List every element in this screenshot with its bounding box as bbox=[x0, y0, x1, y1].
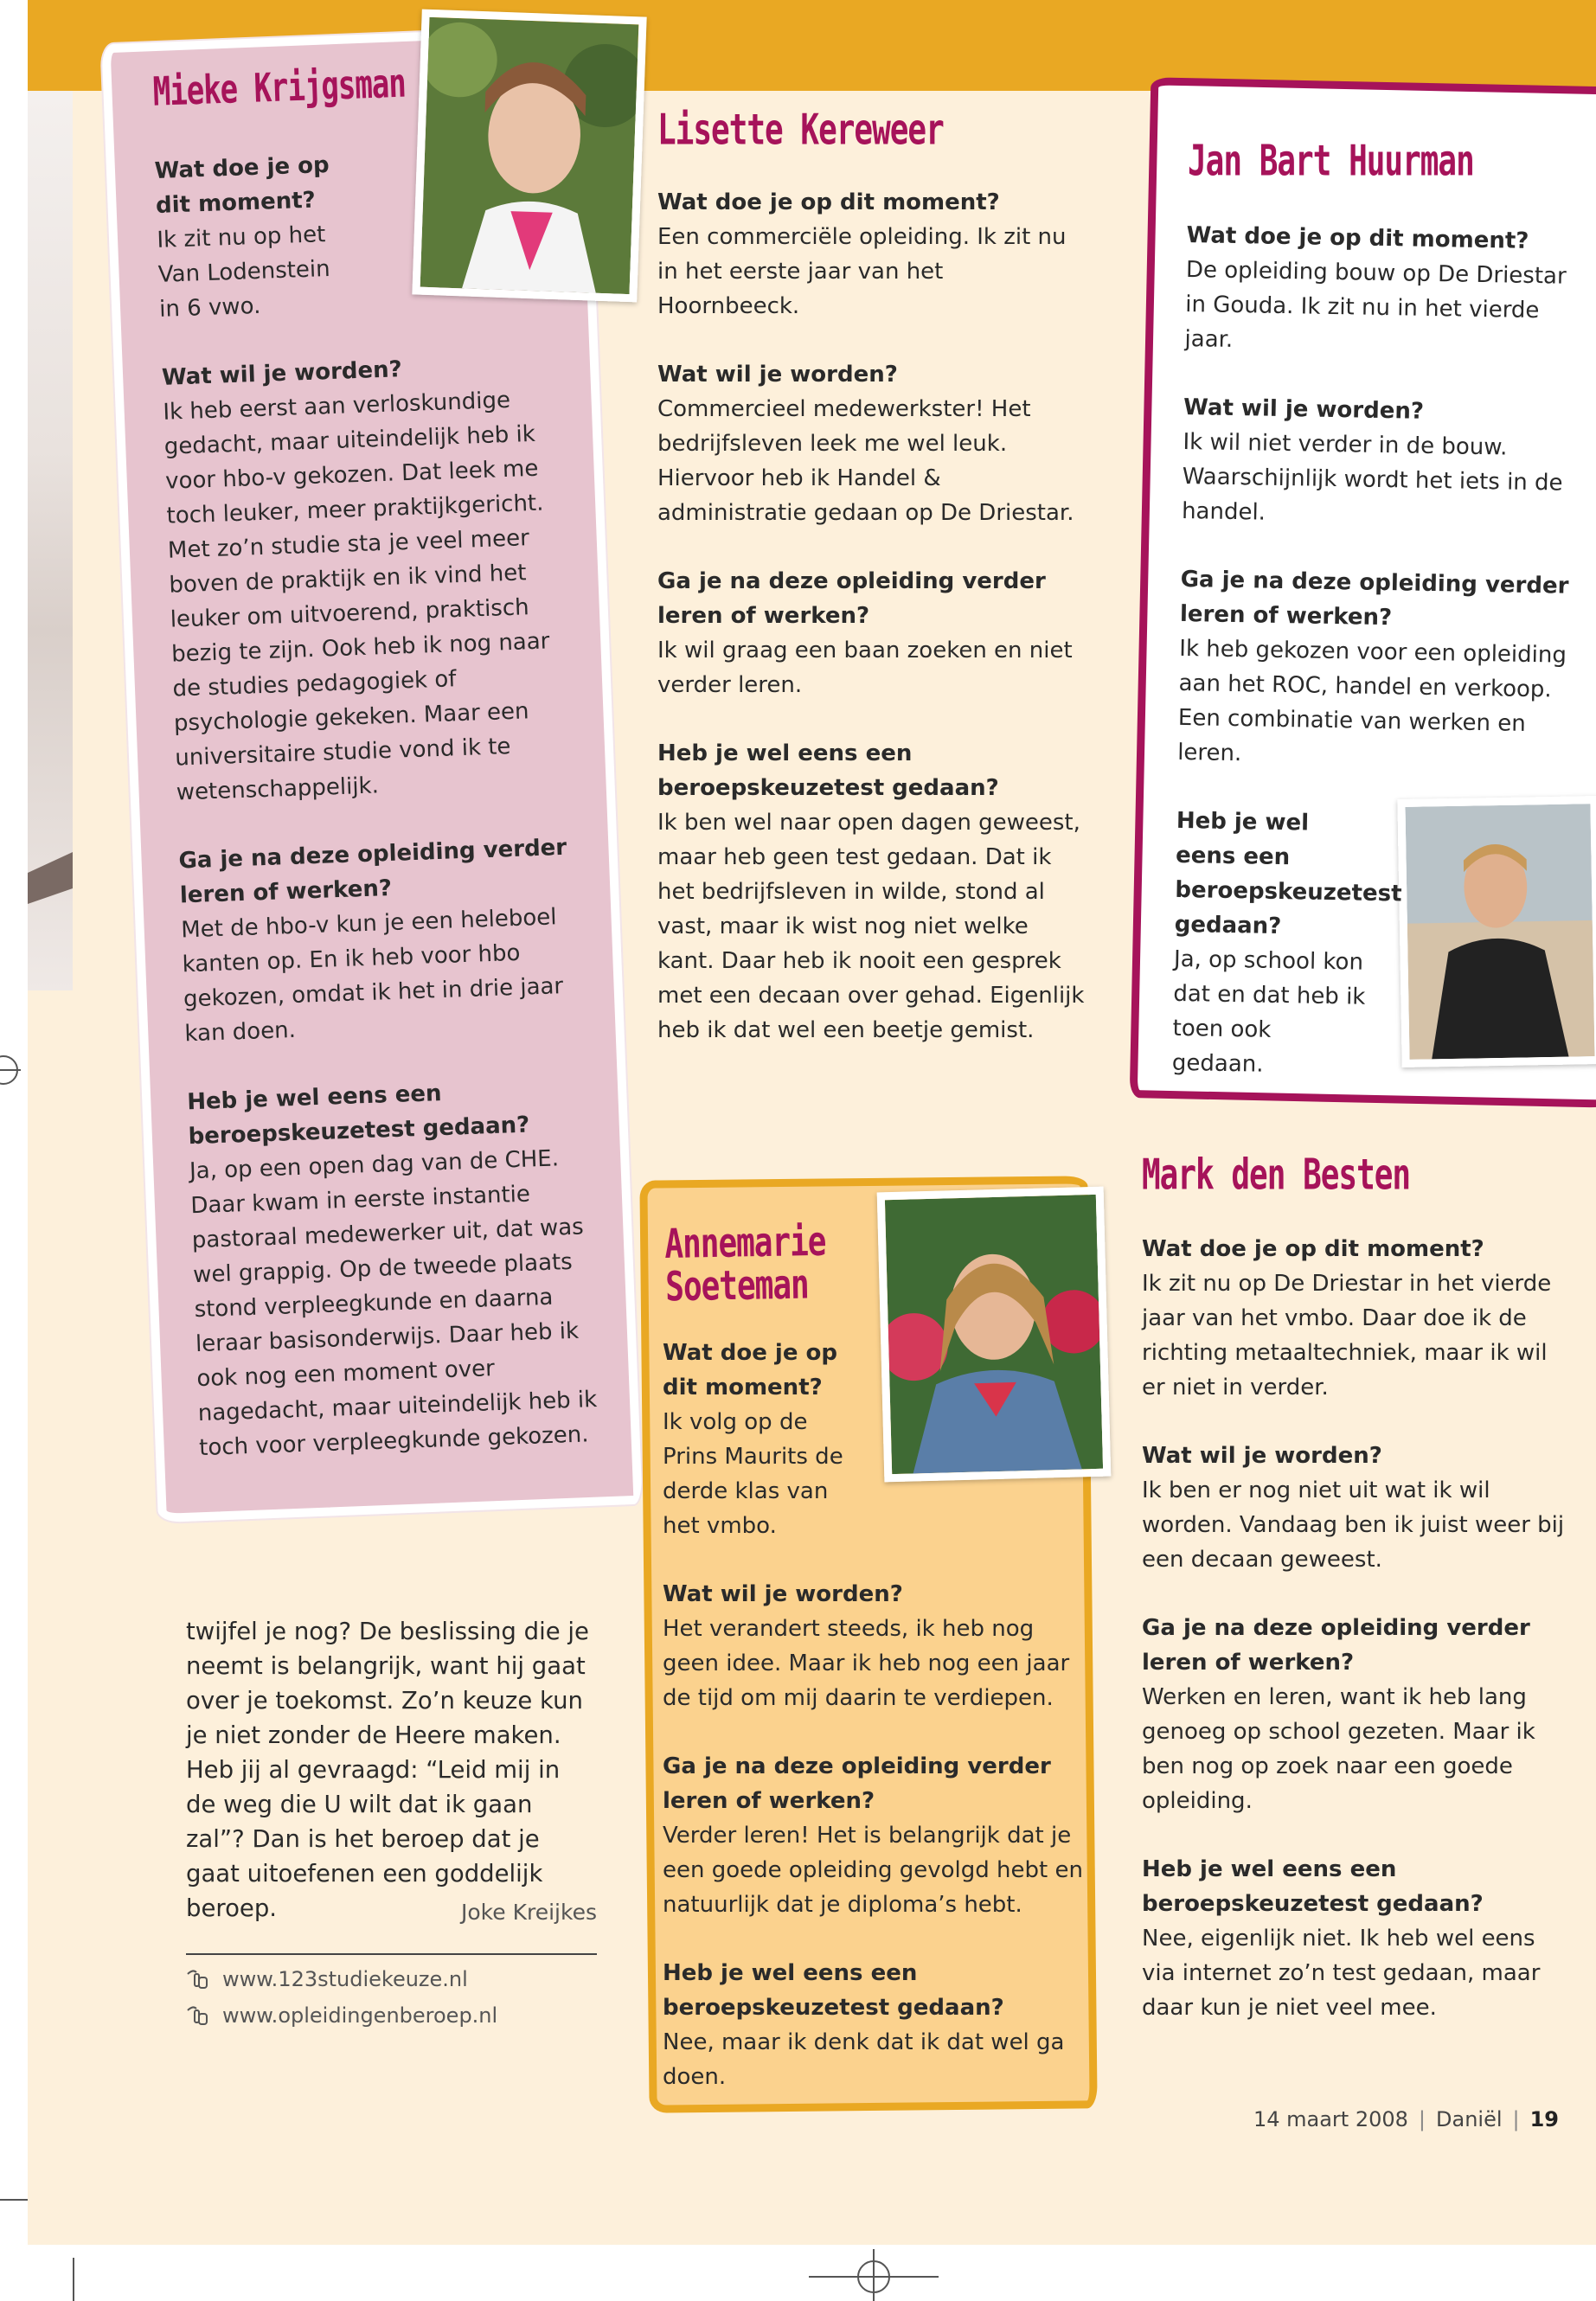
profile-text-lisette bbox=[657, 185, 1090, 1081]
pointing-hand-icon bbox=[186, 1967, 210, 1991]
answer: Ik wil graag een baan zoeken en niet verder leren. bbox=[657, 638, 1073, 698]
question: Heb je wel eens een beroepskeuzetest gedaan? bbox=[663, 1960, 1004, 2021]
name-lisette: Lisette Kereweer bbox=[657, 106, 944, 155]
name-mark: Mark den Besten bbox=[1142, 1151, 1411, 1200]
answer: Met de hbo-v kun je een heleboel kanten op. En ik heb voor hbo gekozen, omdat ik het in drie jaar kan doen. bbox=[180, 904, 564, 1048]
answer: Ik wil niet verder in de bouw. Waarschijnlijk wordt het iets in de handel. bbox=[1181, 428, 1563, 526]
qa-block bbox=[663, 1336, 862, 1543]
qa-block bbox=[657, 185, 1090, 324]
qa-block bbox=[1177, 562, 1579, 777]
answer: Werken en leren, want ik heb lang genoeg op school gezeten. Maar ik ben nog op zoek naar een goede opleiding. bbox=[1142, 1684, 1535, 1814]
question: Wat doe je op dit moment? bbox=[154, 151, 330, 219]
answer: De opleiding bouw op De Driestar in Gouda. Ik zit nu in het vierde jaar. bbox=[1184, 256, 1567, 353]
question: Wat doe je op dit moment? bbox=[1186, 221, 1529, 254]
question: Wat wil je worden? bbox=[161, 356, 403, 391]
name-janbart: Jan Bart Huurman bbox=[1188, 138, 1474, 186]
answer: Ja, op school kon dat en dat heb ik toen ook gedaan. bbox=[1171, 945, 1366, 1078]
link-item[interactable] bbox=[186, 2003, 497, 2028]
qa-block bbox=[1142, 1852, 1574, 2025]
qa-block bbox=[663, 1749, 1086, 1922]
answer: Ja, op een open dag van de CHE. Daar kwam in eerste instantie pastoraal medewerker uit, dat was wel grappig. Op de tweede plaats stond verpleegkunde en daarna leraar basisonderwijs. Daar heb ik ook nog een moment over nagedacht, maar uiteindelijk heb ik toch voor verpleegkunde gekozen. bbox=[189, 1145, 598, 1462]
question: Ga je na deze opleiding verder leren of werken? bbox=[663, 1753, 1051, 1814]
page-footer bbox=[1253, 2107, 1559, 2131]
crop-mark bbox=[73, 2258, 74, 2301]
answer: Ik zit nu op De Driestar in het vierde jaar van het vmbo. Daar doe ik de richting metaaltechniek, maar ik wil er niet in verder. bbox=[1142, 1271, 1552, 1400]
footer-separator: | bbox=[1512, 2107, 1520, 2131]
question: Ga je na deze opleiding verder leren of werken? bbox=[1142, 1615, 1530, 1676]
answer: Nee, eigenlijk niet. Ik heb wel eens via internet zo’n test gedaan, maar daar kun je niet veel mee. bbox=[1142, 1926, 1541, 2021]
qa-block bbox=[1142, 1232, 1574, 1405]
qa-block bbox=[657, 564, 1090, 702]
registration-mark-icon bbox=[0, 1051, 35, 1089]
qa-block bbox=[1171, 804, 1402, 1084]
name-annemarie: Annemarie Soeteman bbox=[663, 1219, 826, 1311]
answer: Ik heb eerst aan verloskundige gedacht, maar uiteindelijk heb ik voor hbo-v gekozen. Dat leek me toch leuker, meer praktijkgericht. Met zo’n studie sta je veel meer boven de praktijk en ik vind het leuker om uitvoerend, praktisch bezig te zijn. Ook heb ik nog naar de studies pedagogiek of psychologie gekeken. Maar een universitaire studie vond ik te wetenschappelijk. bbox=[162, 387, 550, 806]
registration-mark-icon bbox=[809, 2249, 939, 2301]
link-text[interactable]: www.123studiekeuze.nl bbox=[222, 1967, 468, 1991]
answer: Verder leren! Het is belangrijk dat je een goede opleiding gevolgd hebt en natuurlijk dat je diploma’s hebt. bbox=[663, 1823, 1083, 1918]
qa-block bbox=[178, 830, 592, 1051]
qa-block bbox=[663, 1956, 1086, 2094]
name-mieke: Mieke Krijgsman bbox=[151, 60, 407, 116]
profile-text-mark bbox=[1142, 1232, 1574, 2059]
qa-block bbox=[161, 346, 583, 810]
question: Wat wil je worden? bbox=[657, 362, 898, 388]
answer: Ik zit nu op het Van Lodenstein in 6 vwo. bbox=[156, 221, 331, 323]
link-item[interactable] bbox=[186, 1967, 468, 1991]
page-number: 19 bbox=[1529, 2107, 1559, 2131]
answer: Het verandert steeds, ik heb nog geen idee. Maar ik heb nog een jaar de tijd om mij daarin te verdiepen. bbox=[663, 1616, 1070, 1711]
qa-block bbox=[154, 147, 359, 327]
question: Wat wil je worden? bbox=[1183, 394, 1425, 425]
crop-mark bbox=[0, 2199, 28, 2201]
question: Ga je na deze opleiding verder leren of werken? bbox=[657, 568, 1046, 629]
question: Ga je na deze opleiding verder leren of werken? bbox=[1179, 566, 1569, 631]
question: Wat doe je op dit moment? bbox=[663, 1340, 838, 1400]
qa-block bbox=[657, 736, 1090, 1048]
footer-date: 14 maart 2008 bbox=[1253, 2107, 1408, 2131]
qa-block bbox=[1182, 390, 1582, 535]
profile-text-mieke bbox=[154, 140, 607, 1499]
question: Wat wil je worden? bbox=[1142, 1443, 1382, 1469]
closing-paragraph: twijfel je nog? De beslissing die je neemt is belangrijk, want hij gaat over je toekomst. Zo’n keuze kun je niet zonder de Heere maken. Heb jij al gevraagd: “Leid mij in de weg die U wilt dat ik gaan zal”? Dan is het beroep dat je gaat uitoefenen een goddelijk beroep. bbox=[186, 1618, 589, 1922]
answer: Ik volg op de Prins Maurits de derde klas van het vmbo. bbox=[663, 1409, 843, 1539]
author-signature: Joke Kreijkes bbox=[461, 1900, 597, 1925]
question: Wat wil je worden? bbox=[663, 1581, 903, 1607]
question: Wat doe je op dit moment? bbox=[1142, 1236, 1484, 1262]
page-margin bbox=[0, 0, 28, 2301]
qa-block bbox=[657, 357, 1090, 530]
answer: Een commerciële opleiding. Ik zit nu in het eerste jaar van het Hoornbeeck. bbox=[657, 224, 1067, 319]
profile-text-janbart bbox=[1171, 218, 1585, 1121]
question: Heb je wel eens een beroepskeuzetest gedaan? bbox=[657, 740, 999, 801]
qa-block bbox=[1142, 1439, 1574, 1577]
question: Wat doe je op dit moment? bbox=[657, 189, 1000, 215]
qa-block bbox=[187, 1071, 606, 1465]
question: Ga je na deze opleiding verder leren of werken? bbox=[178, 834, 567, 909]
question: Heb je wel eens een beroepskeuzetest gedaan? bbox=[1142, 1856, 1484, 1917]
answer: Ik ben er nog niet uit wat ik wil worden. Vandaag ben ik juist weer bij een decaan geweest. bbox=[1142, 1477, 1565, 1573]
footer-separator: | bbox=[1418, 2107, 1426, 2131]
qa-block bbox=[1184, 218, 1585, 363]
qa-block bbox=[663, 1577, 1086, 1715]
footer-magazine: Daniël bbox=[1436, 2107, 1503, 2131]
answer: Ik heb gekozen voor een opleiding aan het ROC, handel en verkoop. Een combinatie van werken en leren. bbox=[1176, 635, 1567, 767]
answer: Ik ben wel naar open dagen geweest, maar heb geen test gedaan. Dat ik het bedrijfsleven in wilde, stond al vast, maar ik wist nog niet welke kant. Daar heb ik nooit een gesprek met een decaan over gehad. Eigenlijk heb ik dat wel een beetje gemist. bbox=[657, 810, 1085, 1043]
question: Heb je wel eens een beroepskeuzetest gedaan? bbox=[186, 1080, 530, 1150]
pointing-hand-icon bbox=[186, 2003, 210, 2028]
question: Heb je wel eens een beroepskeuzetest gedaan? bbox=[1174, 807, 1402, 940]
qa-block bbox=[1142, 1611, 1574, 1818]
divider bbox=[186, 1953, 597, 1955]
cropped-photo-edge bbox=[28, 91, 73, 990]
answer: Commercieel medewerkster! Het bedrijfsleven leek me wel leuk. Hiervoor heb ik Handel & administratie gedaan op De Driestar. bbox=[657, 396, 1074, 526]
answer: Nee, maar ik denk dat ik dat wel ga doen. bbox=[663, 2029, 1065, 2090]
profile-text-annemarie bbox=[663, 1336, 1086, 2128]
link-text[interactable]: www.opleidingenberoep.nl bbox=[222, 2003, 498, 2028]
